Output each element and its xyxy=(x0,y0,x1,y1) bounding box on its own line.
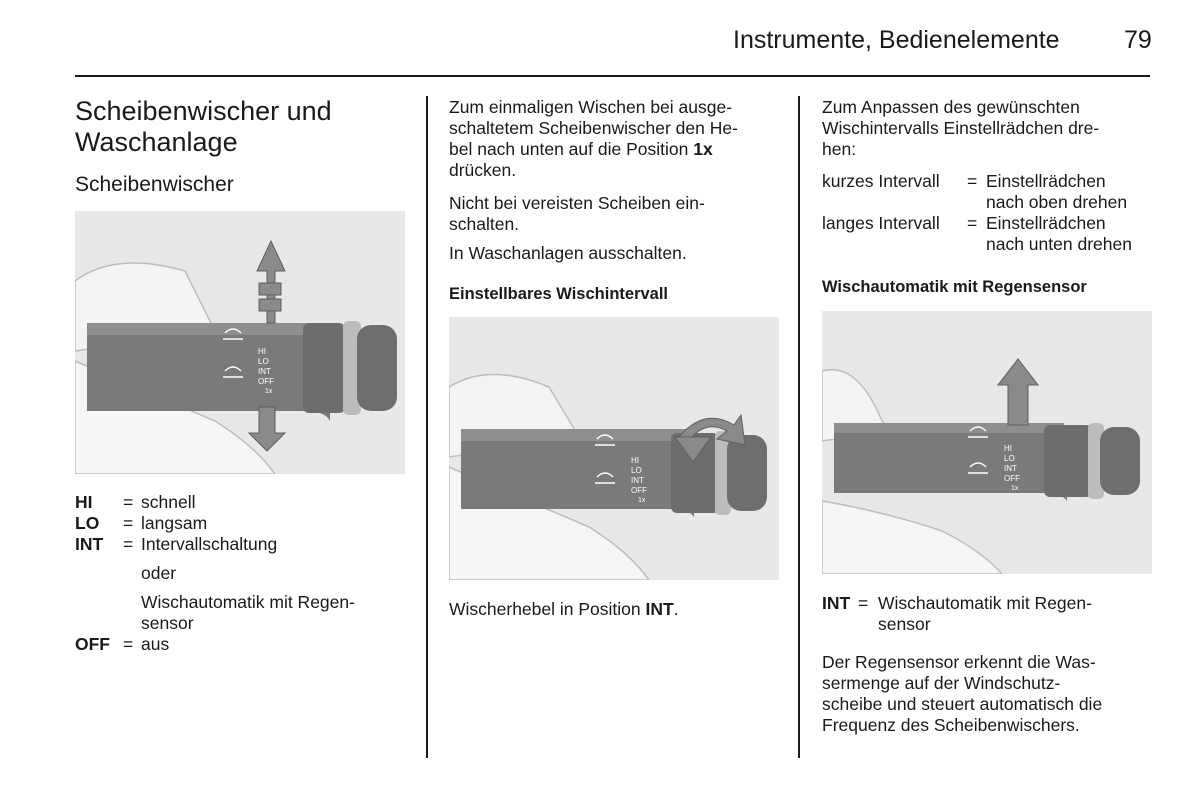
definition-long-interval: langes Intervall = Einstellrädchen xyxy=(822,213,1106,233)
hi-mark: HI xyxy=(258,347,266,356)
page-number: 79 xyxy=(1124,26,1152,54)
figure-2-caption: Wischerhebel in Position INT. xyxy=(449,599,679,619)
legend-row-off: OFF = aus xyxy=(75,634,170,654)
section-subheading: Scheibenwischer xyxy=(75,173,234,196)
legend-row-rain-cont: sensor xyxy=(141,613,194,633)
interval-subheading: Einstellbares Wischintervall xyxy=(449,285,669,303)
svg-text:INT: INT xyxy=(631,476,644,485)
svg-text:OFF: OFF xyxy=(1004,474,1020,483)
legend-row-rain: Wischautomatik mit Regen- xyxy=(141,592,355,612)
legend-row-int: INT = Intervallschaltung xyxy=(75,534,278,554)
wiper-lever-figure-3 xyxy=(822,311,1152,574)
column-divider-2 xyxy=(798,96,800,758)
svg-text:HI: HI xyxy=(1004,444,1012,453)
svg-text:HI: HI xyxy=(631,456,639,465)
int-mark: INT xyxy=(258,367,271,376)
svg-text:OFF: OFF xyxy=(631,486,647,495)
carwash-paragraph: In Waschanlagen ausschalten. xyxy=(449,243,687,263)
legend-row-hi: HI = schnell xyxy=(75,492,196,512)
svg-text:LO: LO xyxy=(631,466,642,475)
legend-row-lo: LO = langsam xyxy=(75,513,208,533)
interval-definitions: kurzes Intervall = Einstellrädchen nach oben drehen langes Intervall = Einstellrädchen nach unten drehen xyxy=(822,171,1152,255)
position-legend xyxy=(75,492,415,655)
interval-adjust-paragraph: Zum Anpassen des gewünschten Wischintervalls Einstellrädchen dre- hen: xyxy=(822,97,1100,159)
lo-mark: LO xyxy=(258,357,269,366)
wiper-lever-figure-1 xyxy=(75,211,405,474)
header-rule xyxy=(75,75,1150,77)
column-divider-1 xyxy=(426,96,428,758)
svg-text:1x: 1x xyxy=(638,497,646,504)
rain-sensor-paragraph: Der Regensensor erkennt die Was- sermenge auf der Windschutz- scheibe und steuert automatisch die Frequenz des Scheibenwischers. xyxy=(822,652,1103,735)
section-heading: Scheibenwischer und Waschanlage xyxy=(75,96,332,157)
int-rain-definition: INT = Wischautomatik mit Regen- sensor xyxy=(822,593,1092,634)
definition-short-interval: kurzes Intervall = Einstellrädchen xyxy=(822,171,1106,191)
off-mark: OFF xyxy=(258,377,274,386)
running-header-title: Instrumente, Bedienelemente xyxy=(733,26,1060,54)
legend-row-or: oder xyxy=(141,563,177,583)
wiper-lever-figure-2 xyxy=(449,317,779,580)
onex-mark: 1x xyxy=(265,388,273,395)
svg-text:INT: INT xyxy=(1004,464,1017,473)
single-wipe-paragraph: Zum einmaligen Wischen bei ausge- schaltetem Scheibenwischer den He- bel nach unten auf die Position 1x drücken. xyxy=(449,97,738,180)
svg-text:1x: 1x xyxy=(1011,485,1019,492)
ice-warning-paragraph: Nicht bei vereisten Scheiben ein- schalten. xyxy=(449,193,705,234)
rain-sensor-subheading: Wischautomatik mit Regensensor xyxy=(822,278,1087,296)
svg-text:LO: LO xyxy=(1004,454,1015,463)
